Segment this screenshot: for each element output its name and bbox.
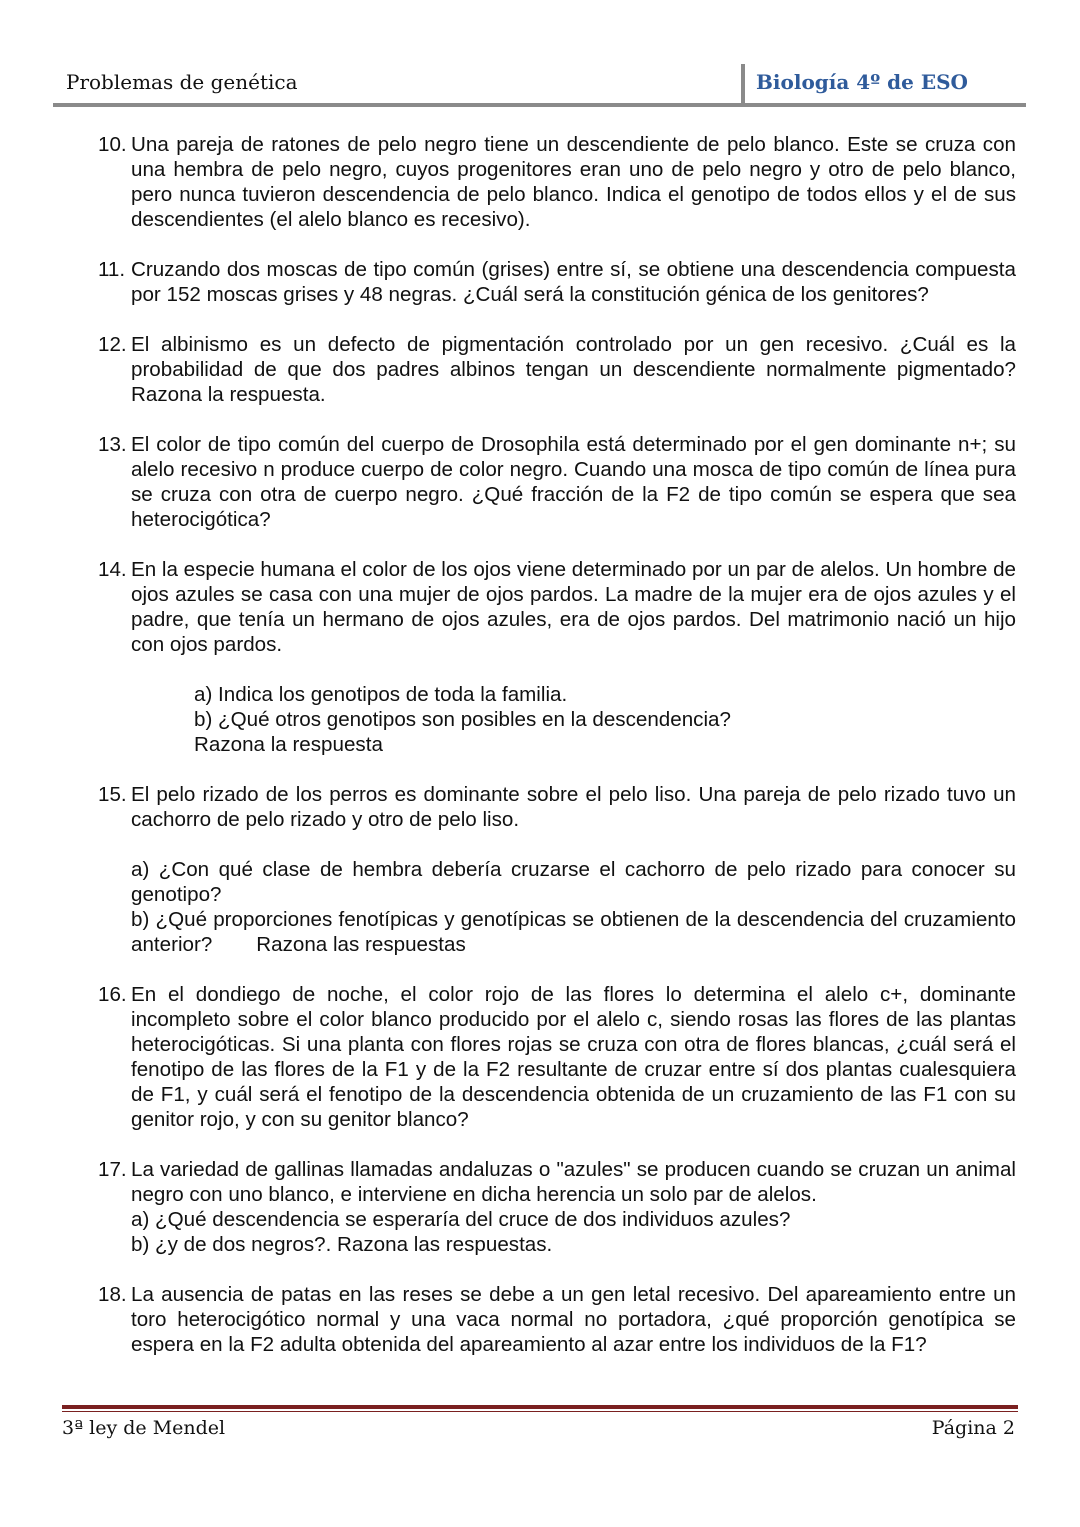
problem-text: La ausencia de patas en las reses se debe a un gen letal recesivo. Del apareamiento entre un toro heterocigótico normal y una vaca normal no portadora, ¿qué proporción genotípica se espera en la F2 adulta obtenida del apareamiento al azar entre los individuos de la F1? (131, 1283, 1016, 1356)
sub-question-b: b) ¿Qué otros genotipos son posibles en la descendencia? (194, 708, 731, 731)
header-rule (53, 103, 1026, 107)
sub-question-b (131, 907, 1016, 957)
header-title: Problemas de genética (66, 70, 298, 94)
sub-question-note: Razona las respuestas (256, 933, 466, 956)
problem-text: Una pareja de ratones de pelo negro tiene un descendiente de pelo blanco. Este se cruza con una hembra de pelo negro, cuyos progenitores eran uno de pelo negro y otro de pelo blanco, pero nunca tuvieron descendencia de pelo blanco. Indica el genotipo de todos ellos y el de sus descendientes (el alelo blanco es recesivo). (131, 133, 1016, 231)
problem-list (98, 132, 1016, 1382)
problem-12 (98, 332, 1016, 407)
sub-questions (131, 857, 1016, 957)
problem-10 (98, 132, 1016, 232)
problem-number: 10. (98, 133, 127, 156)
sub-question-a: a) ¿Con qué clase de hembra debería cruzarse el cachorro de pelo rizado para conocer su genotipo? (131, 858, 1016, 906)
problem-17 (98, 1157, 1016, 1257)
sub-question-b-text: b) ¿Qué proporciones fenotípicas y genotípicas se obtienen de la descendencia del cruzamiento anterior? (131, 908, 1016, 956)
problem-text: El color de tipo común del cuerpo de Drosophila está determinado por el gen dominante n+; su alelo recesivo n produce cuerpo de color negro. Cuando una mosca de tipo común de línea pura se cruza con otra de cuerpo negro. ¿Qué fracción de la F2 de tipo común se espera que sea heterocigótica? (131, 433, 1016, 531)
problem-number: 17. (98, 1158, 127, 1181)
problem-number: 16. (98, 983, 127, 1006)
sub-question-a: a) ¿Qué descendencia se esperaría del cruce de dos individuos azules? (131, 1208, 791, 1231)
problem-13 (98, 432, 1016, 532)
footer-rule (62, 1405, 1018, 1409)
problem-number: 14. (98, 558, 127, 581)
problem-text: En la especie humana el color de los ojos viene determinado por un par de alelos. Un hombre de ojos azules se casa con una mujer de ojos pardos. La madre de la mujer era de ojos azules y el padre, que tenía un hermano de ojos azules, era de ojos pardos. Del matrimonio nació un hijo con ojos pardos. (131, 558, 1016, 656)
problem-number: 18. (98, 1283, 127, 1306)
problem-14 (98, 557, 1016, 757)
problem-number: 15. (98, 783, 127, 806)
problem-16 (98, 982, 1016, 1132)
page-number: Página 2 (931, 1417, 1015, 1439)
problem-number: 12. (98, 333, 127, 356)
header-subject: Biología 4º de ESO (756, 70, 968, 94)
header-divider (741, 64, 745, 104)
footer-rule-thin (62, 1411, 1018, 1412)
sub-questions (131, 682, 1016, 757)
problem-15 (98, 782, 1016, 957)
problem-11 (98, 257, 1016, 307)
problem-text: El pelo rizado de los perros es dominante sobre el pelo liso. Una pareja de pelo rizado tuvo un cachorro de pelo rizado y otro de pelo liso. (131, 783, 1016, 831)
problem-number: 13. (98, 433, 127, 456)
footer-topic: 3ª ley de Mendel (62, 1417, 226, 1439)
problem-text: En el dondiego de noche, el color rojo de las flores lo determina el alelo c+, dominante incompleto sobre el color blanco producido por el alelo c, siendo rosas las flores de las plantas heterocigóticas. Si una planta con flores rojas se cruza con otra de flores blancas, ¿cuál será el fenotipo de las flores de la F1 y de la F2 resultante de cruzar entre sí dos plantas cualesquiera de F1, y cuál será el fenotipo de la descendencia obtenida de un cruzamiento de las F1 con su genitor rojo, y con su genitor blanco? (131, 983, 1016, 1131)
problem-18 (98, 1282, 1016, 1357)
problem-text: La variedad de gallinas llamadas andaluzas o "azules" se producen cuando se cruzan un animal negro con uno blanco, e interviene en dicha herencia un solo par de alelos. (131, 1158, 1016, 1206)
problem-text: El albinismo es un defecto de pigmentación controlado por un gen recesivo. ¿Cuál es la probabilidad de que dos padres albinos tengan un descendiente normalmente pigmentado? Razona la respuesta. (131, 333, 1016, 406)
problem-number: 11. (98, 258, 126, 281)
sub-question-note: Razona la respuesta (194, 733, 383, 756)
sub-question-b: b) ¿y de dos negros?. Razona las respuestas. (131, 1233, 553, 1256)
sub-question-a: a) Indica los genotipos de toda la familia. (194, 683, 568, 706)
problem-text: Cruzando dos moscas de tipo común (grises) entre sí, se obtiene una descendencia compuesta por 152 moscas grises y 48 negras. ¿Cuál será la constitución génica de los genitores? (131, 258, 1016, 306)
